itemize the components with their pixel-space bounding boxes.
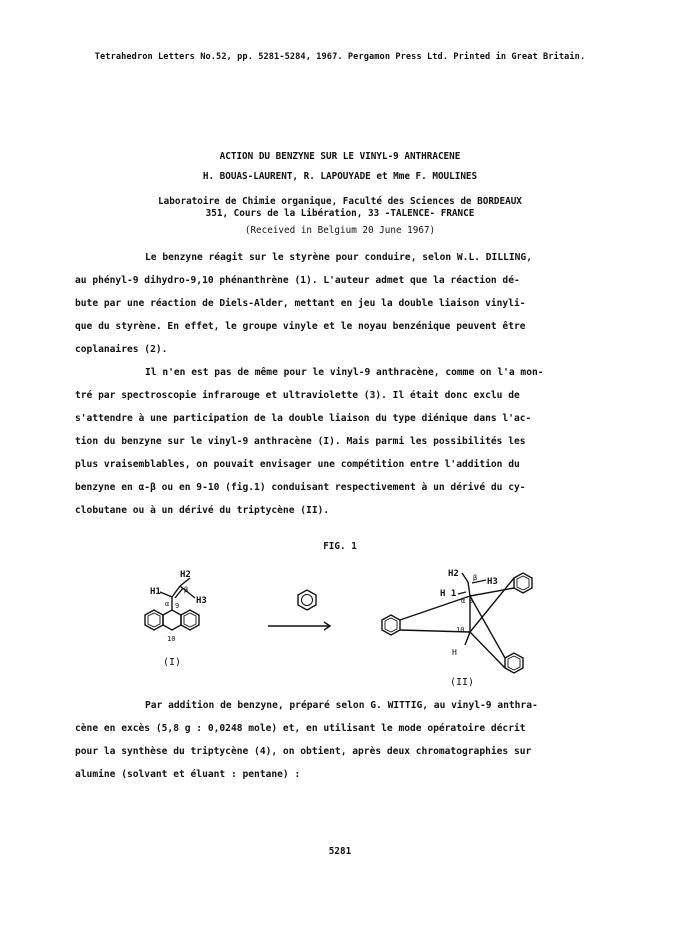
label-h1-I: H1 [150, 587, 161, 597]
figure-label: FIG. 1 [323, 541, 357, 552]
label-alpha-I: α [165, 600, 170, 608]
paragraph-2-line: benzyne en α-β ou en 9-10 (fig.1) conduisant respectivement à un dérivé du cy- [75, 482, 526, 493]
label-h-II: H [452, 648, 457, 657]
paragraph-3-line: alumine (solvant et éluant : pentane) : [75, 769, 301, 780]
article-title: ACTION DU BENZYNE SUR LE VINYL-9 ANTHRACENE [219, 151, 461, 162]
label-h2-I: H2 [180, 570, 191, 580]
label-beta-II: β [473, 574, 478, 582]
label-alpha-II: α [461, 597, 466, 605]
author-list: H. BOUAS-LAURENT, R. LAPOUYADE et Mme F. MOULINES [202, 171, 478, 182]
paragraph-1-line: bute par une réaction de Diels-Alder, mettant en jeu la double liaison vinyli- [75, 298, 526, 309]
paragraph-2-line: s'attendre à une participation de la double liaison du type diénique dans l'ac- [75, 413, 532, 424]
paragraph-3-line: Par addition de benzyne, préparé selon G. WITTIG, au vinyl-9 anthra- [145, 700, 538, 711]
paragraph-2-line: clobutane ou à un dérivé du triptycène (II). [75, 505, 330, 516]
triptycene-structure-II [382, 573, 532, 673]
paragraph-2-line: tré par spectroscopie infrarouge et ultraviolette (3). Il était donc exclu de [75, 390, 520, 401]
label-10-II: 10 [456, 626, 465, 634]
paragraph-2-line: Il n'en est pas de même pour le vinyl-9 anthracène, comme on l'a mon- [145, 367, 544, 378]
affiliation-line-2: 351, Cours de la Libération, 33 -TALENCE- FRANCE [205, 208, 475, 219]
label-h1-II: H 1 [440, 589, 457, 599]
paragraph-2-line: tion du benzyne sur le vinyl-9 anthracène (I). Mais parmi les possibilités les [75, 436, 526, 447]
paragraph-3-line: cène en excès (5,8 g : 0,0248 mole) et, en utilisant le mode opératoire décrit [75, 723, 526, 734]
anthracene-structure-I [145, 610, 199, 630]
paragraph-3-line: pour la synthèse du triptycène (4), on obtient, après deux chromatographies sur [75, 746, 532, 757]
paragraph-2-line: plus vraisemblables, on pouvait envisager une compétition entre l'addition du [75, 459, 520, 470]
benzyne-structure [298, 590, 316, 610]
label-9-II: 9 [469, 597, 474, 605]
label-10-I: 10 [167, 635, 176, 643]
paragraph-1-line: coplanaires (2). [75, 344, 168, 355]
caption-compound-II: (II) [450, 677, 475, 688]
paragraph-1-line: Le benzyne réagit sur le styrène pour conduire, selon W.L. DILLING, [145, 252, 532, 263]
caption-compound-I: (I) [163, 657, 182, 668]
page-number: 5281 [328, 846, 352, 857]
journal-header: Tetrahedron Letters No.52, pp. 5281-5284, 1967. Pergamon Press Ltd. Printed in Great Britain. [94, 52, 586, 62]
label-h3-I: H3 [196, 596, 207, 606]
label-h3-II: H3 [487, 577, 498, 587]
label-h2-II: H2 [448, 569, 459, 579]
label-9-I: 9 [175, 602, 180, 610]
label-beta-I: β [184, 586, 189, 594]
received-date: (Received in Belgium 20 June 1967) [244, 225, 436, 236]
reaction-scheme-figure [0, 555, 680, 695]
paragraph-1-line: que du styrène. En effet, le groupe vinyle et le noyau benzénique peuvent être [75, 321, 526, 332]
reaction-arrow [268, 622, 330, 630]
affiliation-line-1: Laboratoire de Chimie organique, Faculté des Sciences de BORDEAUX [158, 196, 522, 207]
paragraph-1-line: au phényl-9 dihydro-9,10 phénanthrène (1). L'auteur admet que la réaction dé- [75, 275, 520, 286]
